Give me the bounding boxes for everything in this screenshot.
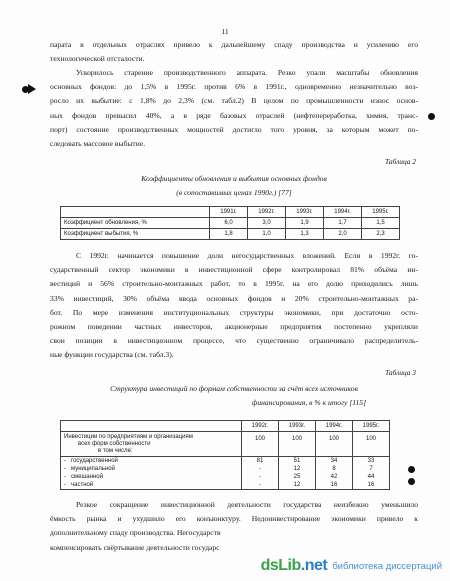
table-cell: 42 xyxy=(316,473,353,481)
caption-line: (в сопоставимых ценах 1990г.) [77] xyxy=(176,188,292,197)
table-cell: 1,5 xyxy=(362,218,400,229)
margin-arrow-mark xyxy=(28,84,36,94)
text-line: ёмкость рынка и ухудшило его конъюнктуру. Недоинвестирование экономики привело к xyxy=(50,514,418,524)
row-label-text: частной xyxy=(71,482,94,488)
site-watermark xyxy=(261,554,442,578)
table-row xyxy=(61,473,390,481)
table-cell: 1,3 xyxy=(286,229,324,240)
header-cell: 1993г. xyxy=(286,207,324,218)
table-cell: 1,7 xyxy=(324,218,362,229)
caption-line: финансирования, в % к итогу [115] xyxy=(251,398,367,407)
text-line: парата в отдельных отраслях привело к дальнейшему спаду производства и усилению его xyxy=(50,40,418,49)
table-cell: 16 xyxy=(353,481,390,490)
header-cell: 1995г. xyxy=(353,421,390,432)
table-header-row xyxy=(61,421,390,432)
margin-dot-mark xyxy=(408,478,415,485)
header-cell: 1992г. xyxy=(242,421,279,432)
header-cell: 1993г. xyxy=(279,421,316,432)
paragraph-3 xyxy=(50,249,418,363)
table-cell: 1,9 xyxy=(286,218,324,229)
watermark-logo-a: dsLib xyxy=(260,557,301,574)
table-cell: - xyxy=(242,473,279,481)
row-label xyxy=(61,481,242,490)
row-label-line: Инвестиции по предприятиям и организациям xyxy=(64,434,193,440)
table-row xyxy=(61,218,400,229)
header-cell xyxy=(61,421,242,432)
text-line: бот. По мере изменения институциональных структуры экономики, при достаточно осто- xyxy=(50,307,418,317)
table-cell: 33 xyxy=(353,457,390,466)
text-line: порт) состояние производственных мощностей достигло того уровня, за которым может по- xyxy=(50,124,418,134)
table-cell: 51 xyxy=(279,457,316,466)
text-line: дополнительному спаду производства. Негосударств xyxy=(50,528,221,538)
row-label-line: в том числе: xyxy=(98,448,133,454)
text-line: технологической отсталости. xyxy=(50,54,145,64)
text-line: С 1992г. начинается повышение доли негосударственных вложений. Если в 1992г. го- xyxy=(76,251,418,260)
margin-dot-mark xyxy=(408,466,415,473)
text-line: ных фондов превысил 40%, а в ряде базовых отраслей (нефтепереработка, химия, транс- xyxy=(50,110,418,120)
table-cell: 34 xyxy=(316,457,353,466)
caption-line: Коэффициенты обновления и выбытия основных фондов xyxy=(141,174,327,183)
row-mark: - xyxy=(64,482,66,488)
table-row xyxy=(61,457,390,466)
watermark-logo-b: .net xyxy=(300,557,328,574)
row-label xyxy=(61,457,242,466)
text-line: рожном поведении частных инвесторов, акционерные предприятия постепенно укрепляли xyxy=(50,322,418,332)
row-label xyxy=(61,432,242,457)
text-line: вестиций и 56% строительно-монтажных работ, то в 1995г. на его долю приходились лишь xyxy=(50,279,418,289)
row-label xyxy=(61,465,242,473)
table-cell: 100 xyxy=(353,432,390,457)
table-cell: 44 xyxy=(353,473,390,481)
table-cell: 100 xyxy=(279,432,316,457)
table-header-row xyxy=(61,207,400,218)
table-cell: 7 xyxy=(353,465,390,473)
text-line: следовать массовое выбытие. xyxy=(50,139,146,149)
row-mark: - xyxy=(64,466,66,472)
row-label-text: смешанной xyxy=(71,474,103,480)
table-row xyxy=(61,481,390,490)
text-line: свои позиции в инвестиционном процессе, что существенно ограничивало распределитель- xyxy=(50,336,418,346)
table-row-total xyxy=(61,432,390,457)
paragraph-1 xyxy=(50,38,418,66)
text-line: 33% инвестиций, 30% объёма ввода основных фондов и 20% строительно-монтажных ра- xyxy=(50,293,418,303)
table-3-label: Таблица 3 xyxy=(384,368,416,377)
table-2 xyxy=(60,206,400,240)
row-label-text: государственной xyxy=(71,458,118,464)
table-cell: 16 xyxy=(316,481,353,490)
header-cell: 1995г. xyxy=(362,207,400,218)
header-cell: 1994г. xyxy=(324,207,362,218)
row-label-text: муниципальной xyxy=(71,466,115,472)
table-cell: 81 xyxy=(242,457,279,466)
table-cell: 3,0 xyxy=(248,218,286,229)
table-cell: 12 xyxy=(279,465,316,473)
paragraph-2 xyxy=(50,66,418,151)
row-mark: - xyxy=(64,458,66,464)
row-label: Коэффициент выбытия, % xyxy=(61,229,210,240)
watermark-logo xyxy=(261,557,328,575)
header-cell: 1991г. xyxy=(210,207,248,218)
table-cell: 100 xyxy=(242,432,279,457)
text-line: основных фондов: до 1,5% в 1995г. против 6% в 1991г., одновременно незначительно воз- xyxy=(50,82,418,92)
table-2-label: Таблица 2 xyxy=(384,157,416,166)
page-number: 11 xyxy=(221,27,229,36)
table-cell: 1,0 xyxy=(248,229,286,240)
table-2-caption xyxy=(50,172,418,200)
table-cell: 2,3 xyxy=(362,229,400,240)
table-cell: 100 xyxy=(316,432,353,457)
table-cell: 1,8 xyxy=(210,229,248,240)
table-cell: - xyxy=(242,465,279,473)
text-line: компенсировать свёртывание деятельности государс xyxy=(50,542,220,552)
table-cell: 12 xyxy=(279,481,316,490)
row-label xyxy=(61,473,242,481)
table-row xyxy=(61,465,390,473)
paragraph-4 xyxy=(50,498,418,555)
text-line: росло их выбытие: с 1,8% до 2,3% (см. табл.2) В целом по промышленности износ основ- xyxy=(50,96,418,106)
table-3 xyxy=(60,420,390,490)
header-cell xyxy=(61,207,210,218)
caption-line: Структура инвестиций по формам собственности за счёт всех источников xyxy=(110,384,358,393)
table-row xyxy=(61,229,400,240)
table-cell: 6,0 xyxy=(210,218,248,229)
table-cell: 8 xyxy=(316,465,353,473)
table-3-caption xyxy=(50,382,418,410)
text-line: Резкое сокращение инвестиционной деятельности государства неизбежно уменьшило xyxy=(76,500,418,509)
row-label-line: всех форм собственности xyxy=(78,441,151,447)
header-cell: 1992г. xyxy=(248,207,286,218)
table-cell: - xyxy=(242,481,279,490)
watermark-subtitle: библиотека диссертаций xyxy=(332,560,442,572)
row-label: Коэффициент обновления, % xyxy=(61,218,210,229)
margin-dot-mark xyxy=(428,113,435,120)
row-mark: - xyxy=(64,474,66,480)
table-cell: 2,0 xyxy=(324,229,362,240)
header-cell: 1994г. xyxy=(316,421,353,432)
text-line: Ускорилось старение производственного аппарата. Резко упали масштабы обновления xyxy=(76,68,418,77)
text-line: сударственный сектор экономики в инвестиционной сфере контролировал 81% объёма ин- xyxy=(50,265,418,275)
text-line: ные функции государства (см. табл.3). xyxy=(50,350,174,360)
table-cell: 25 xyxy=(279,473,316,481)
